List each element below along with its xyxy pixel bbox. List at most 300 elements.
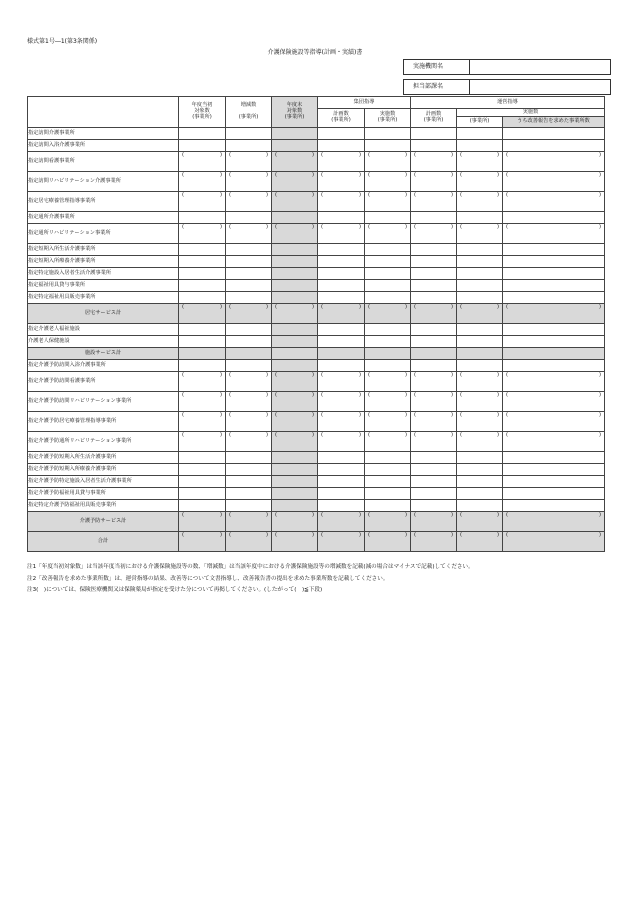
value-cell[interactable] (365, 372, 411, 392)
paren-close: ) (219, 372, 222, 378)
value-cell[interactable] (179, 304, 226, 324)
value-cell[interactable] (272, 140, 318, 152)
paren-close: ) (358, 392, 361, 398)
value-cell[interactable] (365, 476, 411, 488)
value-cell[interactable] (457, 224, 503, 244)
paren-close: ) (598, 392, 601, 398)
value-cell[interactable] (318, 452, 365, 464)
value-cell[interactable] (411, 244, 457, 256)
value-cell[interactable] (503, 512, 605, 532)
value-cell[interactable] (226, 224, 272, 244)
value-cell[interactable] (272, 412, 318, 432)
value-cell[interactable] (365, 212, 411, 224)
value-cell[interactable] (179, 372, 226, 392)
value-cell[interactable] (411, 336, 457, 348)
agency-name-field[interactable] (470, 60, 610, 74)
paren-open: ( (368, 432, 371, 438)
value-cell[interactable] (457, 324, 503, 336)
value-cell[interactable] (457, 172, 503, 192)
value-cell[interactable] (503, 432, 605, 452)
row-label: 指定訪問リハビリテーション介護事業所 (28, 172, 179, 192)
value-cell[interactable] (457, 128, 503, 140)
paren-open: ( (506, 372, 509, 378)
value-cell[interactable] (318, 532, 365, 552)
paren-close: ) (265, 304, 268, 310)
value-cell[interactable] (179, 452, 226, 464)
value-cell[interactable] (272, 476, 318, 488)
value-cell[interactable] (365, 244, 411, 256)
value-cell[interactable] (272, 488, 318, 500)
value-cell[interactable] (365, 280, 411, 292)
value-cell[interactable] (411, 268, 457, 280)
value-cell[interactable] (179, 348, 226, 360)
value-cell[interactable] (365, 512, 411, 532)
value-cell[interactable] (179, 172, 226, 192)
header-year-start: 年度当初 対象数 (事業所) (179, 97, 226, 128)
paren-open: ( (182, 172, 185, 178)
value-cell[interactable] (179, 280, 226, 292)
value-cell[interactable] (503, 324, 605, 336)
value-cell[interactable] (179, 512, 226, 532)
value-cell[interactable] (457, 304, 503, 324)
paren-close: ) (219, 224, 222, 230)
value-cell[interactable] (318, 244, 365, 256)
value-cell[interactable] (503, 140, 605, 152)
value-cell[interactable] (503, 268, 605, 280)
paren-open: ( (229, 392, 232, 398)
paren-open: ( (460, 512, 463, 518)
value-cell[interactable] (503, 224, 605, 244)
paren-close: ) (450, 512, 453, 518)
agency-name-label: 実施機関名 (404, 60, 470, 74)
value-cell[interactable] (503, 360, 605, 372)
value-cell[interactable] (272, 464, 318, 476)
value-cell[interactable] (457, 360, 503, 372)
value-cell[interactable] (411, 172, 457, 192)
value-cell[interactable] (503, 256, 605, 268)
table-row (28, 464, 605, 476)
paren-open: ( (182, 512, 185, 518)
value-cell[interactable] (318, 348, 365, 360)
value-cell[interactable] (457, 256, 503, 268)
value-cell[interactable] (457, 532, 503, 552)
value-cell[interactable] (365, 128, 411, 140)
value-cell[interactable] (226, 432, 272, 452)
paren-open: ( (506, 532, 509, 538)
value-cell[interactable] (503, 128, 605, 140)
value-cell[interactable] (272, 256, 318, 268)
value-cell[interactable] (318, 292, 365, 304)
paren-open: ( (321, 224, 324, 230)
value-cell[interactable] (179, 244, 226, 256)
value-cell[interactable] (411, 128, 457, 140)
paren-close: ) (311, 304, 314, 310)
row-label: 指定訪問介護事業所 (28, 128, 179, 140)
value-cell[interactable] (457, 268, 503, 280)
value-cell[interactable] (226, 452, 272, 464)
paren-open: ( (182, 432, 185, 438)
value-cell[interactable] (318, 512, 365, 532)
value-cell[interactable] (179, 152, 226, 172)
value-cell[interactable] (226, 324, 272, 336)
value-cell[interactable] (318, 304, 365, 324)
value-cell[interactable] (226, 476, 272, 488)
value-cell[interactable] (365, 192, 411, 212)
value-cell[interactable] (179, 292, 226, 304)
paren-close: ) (358, 172, 361, 178)
value-cell[interactable] (457, 412, 503, 432)
value-cell[interactable] (179, 212, 226, 224)
paren-close: ) (219, 512, 222, 518)
row-label: 介護老人保健施設 (28, 336, 179, 348)
value-cell[interactable] (318, 256, 365, 268)
value-cell[interactable] (457, 212, 503, 224)
value-cell[interactable] (318, 500, 365, 512)
header-group-plan: 計画数 (事業所) (318, 109, 365, 128)
value-cell[interactable] (503, 192, 605, 212)
value-cell[interactable] (411, 360, 457, 372)
value-cell[interactable] (457, 372, 503, 392)
value-cell[interactable] (365, 256, 411, 268)
table-row (28, 488, 605, 500)
table-row (28, 412, 605, 432)
value-cell[interactable] (318, 152, 365, 172)
value-cell[interactable] (318, 488, 365, 500)
value-cell[interactable] (503, 412, 605, 432)
value-cell[interactable] (411, 512, 457, 532)
value-cell[interactable] (411, 140, 457, 152)
value-cell[interactable] (226, 140, 272, 152)
value-cell[interactable] (272, 280, 318, 292)
value-cell[interactable] (365, 432, 411, 452)
value-cell[interactable] (226, 128, 272, 140)
table-row (28, 268, 605, 280)
value-cell[interactable] (318, 372, 365, 392)
paren-open: ( (414, 432, 417, 438)
value-cell[interactable] (411, 392, 457, 412)
paren-open: ( (414, 372, 417, 378)
value-cell[interactable] (411, 152, 457, 172)
value-cell[interactable] (272, 432, 318, 452)
value-cell[interactable] (457, 140, 503, 152)
value-cell[interactable] (226, 268, 272, 280)
table-row (28, 336, 605, 348)
value-cell[interactable] (226, 488, 272, 500)
value-cell[interactable] (411, 500, 457, 512)
value-cell[interactable] (179, 324, 226, 336)
value-cell[interactable] (226, 212, 272, 224)
value-cell[interactable] (179, 392, 226, 412)
value-cell[interactable] (365, 360, 411, 372)
value-cell[interactable] (179, 488, 226, 500)
value-cell[interactable] (272, 224, 318, 244)
value-cell[interactable] (226, 500, 272, 512)
value-cell[interactable] (457, 452, 503, 464)
table-row (28, 152, 605, 172)
value-cell[interactable] (179, 140, 226, 152)
value-cell[interactable] (179, 500, 226, 512)
value-cell[interactable] (365, 348, 411, 360)
paren-close: ) (311, 532, 314, 538)
value-cell[interactable] (457, 336, 503, 348)
value-cell[interactable] (457, 280, 503, 292)
value-cell[interactable] (457, 192, 503, 212)
row-label: 指定居宅療養管理指導事業所 (28, 192, 179, 212)
value-cell[interactable] (226, 292, 272, 304)
value-cell[interactable] (226, 392, 272, 412)
paren-open: ( (275, 304, 278, 310)
value-cell[interactable] (318, 140, 365, 152)
value-cell[interactable] (365, 152, 411, 172)
value-cell[interactable] (272, 172, 318, 192)
paren-open: ( (275, 172, 278, 178)
value-cell[interactable] (457, 152, 503, 172)
table-row (28, 392, 605, 412)
value-cell[interactable] (272, 336, 318, 348)
value-cell[interactable] (318, 280, 365, 292)
value-cell[interactable] (179, 336, 226, 348)
value-cell[interactable] (503, 452, 605, 464)
paren-close: ) (404, 532, 407, 538)
value-cell[interactable] (272, 500, 318, 512)
value-cell[interactable] (457, 488, 503, 500)
value-cell[interactable] (272, 360, 318, 372)
value-cell[interactable] (226, 304, 272, 324)
value-cell[interactable] (503, 372, 605, 392)
value-cell[interactable] (411, 452, 457, 464)
value-cell[interactable] (318, 412, 365, 432)
value-cell[interactable] (365, 140, 411, 152)
paren-close: ) (598, 224, 601, 230)
table-row (28, 256, 605, 268)
value-cell[interactable] (318, 212, 365, 224)
value-cell[interactable] (272, 268, 318, 280)
table-row (28, 532, 605, 552)
paren-close: ) (598, 172, 601, 178)
value-cell[interactable] (503, 304, 605, 324)
value-cell[interactable] (318, 268, 365, 280)
paren-open: ( (506, 392, 509, 398)
paren-open: ( (275, 412, 278, 418)
row-label: 指定訪問看護事業所 (28, 152, 179, 172)
value-cell[interactable] (179, 128, 226, 140)
header-year-end: 年度末 対象数 (事業所) (272, 97, 318, 128)
table-row (28, 372, 605, 392)
value-cell[interactable] (503, 532, 605, 552)
value-cell[interactable] (365, 500, 411, 512)
row-label: 指定介護予防福祉用具貸与事業所 (28, 488, 179, 500)
row-label: 指定介護予防訪問看護事業所 (28, 372, 179, 392)
value-cell[interactable] (179, 464, 226, 476)
value-cell[interactable] (365, 336, 411, 348)
value-cell[interactable] (226, 512, 272, 532)
value-cell[interactable] (272, 392, 318, 412)
paren-open: ( (182, 412, 185, 418)
value-cell[interactable] (179, 268, 226, 280)
value-cell[interactable] (272, 324, 318, 336)
paren-open: ( (275, 372, 278, 378)
value-cell[interactable] (365, 292, 411, 304)
paren-open: ( (414, 172, 417, 178)
value-cell[interactable] (272, 212, 318, 224)
paren-close: ) (450, 192, 453, 198)
value-cell[interactable] (272, 372, 318, 392)
value-cell[interactable] (503, 488, 605, 500)
value-cell[interactable] (411, 212, 457, 224)
value-cell[interactable] (457, 392, 503, 412)
paren-open: ( (229, 512, 232, 518)
value-cell[interactable] (318, 128, 365, 140)
value-cell[interactable] (226, 280, 272, 292)
value-cell[interactable] (503, 392, 605, 412)
value-cell[interactable] (226, 372, 272, 392)
value-cell[interactable] (365, 224, 411, 244)
paren-close: ) (450, 432, 453, 438)
paren-open: ( (368, 192, 371, 198)
value-cell[interactable] (318, 464, 365, 476)
value-cell[interactable] (272, 532, 318, 552)
value-cell[interactable] (318, 360, 365, 372)
value-cell[interactable] (411, 256, 457, 268)
value-cell[interactable] (226, 172, 272, 192)
paren-close: ) (496, 172, 499, 178)
value-cell[interactable] (411, 348, 457, 360)
row-label: 指定介護予防訪問入浴介護事業所 (28, 360, 179, 372)
value-cell[interactable] (179, 224, 226, 244)
value-cell[interactable] (226, 256, 272, 268)
paren-open: ( (229, 432, 232, 438)
value-cell[interactable] (272, 152, 318, 172)
paren-open: ( (460, 304, 463, 310)
value-cell[interactable] (365, 268, 411, 280)
value-cell[interactable] (318, 392, 365, 412)
value-cell[interactable] (365, 324, 411, 336)
value-cell[interactable] (457, 500, 503, 512)
value-cell[interactable] (365, 452, 411, 464)
value-cell[interactable] (411, 224, 457, 244)
value-cell[interactable] (503, 152, 605, 172)
value-cell[interactable] (503, 348, 605, 360)
value-cell[interactable] (272, 512, 318, 532)
paren-open: ( (506, 152, 509, 158)
value-cell[interactable] (226, 348, 272, 360)
value-cell[interactable] (365, 172, 411, 192)
value-cell[interactable] (226, 192, 272, 212)
value-cell[interactable] (457, 476, 503, 488)
value-cell[interactable] (318, 172, 365, 192)
value-cell[interactable] (179, 360, 226, 372)
value-cell[interactable] (179, 256, 226, 268)
table-row (28, 128, 605, 140)
value-cell[interactable] (226, 464, 272, 476)
paren-close: ) (404, 304, 407, 310)
value-cell[interactable] (411, 432, 457, 452)
paren-close: ) (219, 192, 222, 198)
value-cell[interactable] (318, 192, 365, 212)
value-cell[interactable] (503, 464, 605, 476)
value-cell[interactable] (411, 304, 457, 324)
value-cell[interactable] (411, 464, 457, 476)
value-cell[interactable] (457, 432, 503, 452)
value-cell[interactable] (503, 244, 605, 256)
value-cell[interactable] (226, 532, 272, 552)
row-label: 指定特定福祉用具販売事業所 (28, 292, 179, 304)
value-cell[interactable] (503, 292, 605, 304)
value-cell[interactable] (365, 304, 411, 324)
value-cell[interactable] (503, 336, 605, 348)
value-cell[interactable] (272, 244, 318, 256)
value-cell[interactable] (411, 532, 457, 552)
value-cell[interactable] (226, 360, 272, 372)
paren-close: ) (404, 224, 407, 230)
value-cell[interactable] (365, 464, 411, 476)
value-cell[interactable] (411, 412, 457, 432)
value-cell[interactable] (411, 488, 457, 500)
value-cell[interactable] (179, 476, 226, 488)
value-cell[interactable] (503, 212, 605, 224)
value-cell[interactable] (272, 292, 318, 304)
value-cell[interactable] (179, 412, 226, 432)
value-cell[interactable] (503, 500, 605, 512)
value-cell[interactable] (179, 432, 226, 452)
value-cell[interactable] (226, 244, 272, 256)
table-row (28, 324, 605, 336)
value-cell[interactable] (457, 244, 503, 256)
paren-close: ) (311, 172, 314, 178)
paren-close: ) (358, 372, 361, 378)
value-cell[interactable] (365, 532, 411, 552)
value-cell[interactable] (411, 192, 457, 212)
value-cell[interactable] (457, 512, 503, 532)
value-cell[interactable] (318, 324, 365, 336)
value-cell[interactable] (272, 128, 318, 140)
value-cell[interactable] (226, 336, 272, 348)
paren-close: ) (219, 172, 222, 178)
paren-open: ( (460, 192, 463, 198)
value-cell[interactable] (318, 224, 365, 244)
paren-close: ) (265, 412, 268, 418)
value-cell[interactable] (226, 152, 272, 172)
header-op-actual-unit: (事業所) (457, 117, 503, 128)
value-cell[interactable] (318, 476, 365, 488)
value-cell[interactable] (411, 324, 457, 336)
value-cell[interactable] (179, 192, 226, 212)
value-cell[interactable] (365, 412, 411, 432)
value-cell[interactable] (272, 192, 318, 212)
paren-open: ( (275, 432, 278, 438)
value-cell[interactable] (318, 432, 365, 452)
department-field[interactable] (470, 80, 610, 94)
value-cell[interactable] (411, 476, 457, 488)
value-cell[interactable] (365, 488, 411, 500)
value-cell[interactable] (272, 452, 318, 464)
value-cell[interactable] (503, 172, 605, 192)
value-cell[interactable] (318, 336, 365, 348)
value-cell[interactable] (411, 280, 457, 292)
value-cell[interactable] (457, 292, 503, 304)
value-cell[interactable] (457, 464, 503, 476)
value-cell[interactable] (272, 348, 318, 360)
value-cell[interactable] (411, 292, 457, 304)
value-cell[interactable] (411, 372, 457, 392)
value-cell[interactable] (179, 532, 226, 552)
value-cell[interactable] (503, 476, 605, 488)
value-cell[interactable] (457, 348, 503, 360)
value-cell[interactable] (503, 280, 605, 292)
value-cell[interactable] (226, 412, 272, 432)
value-cell[interactable] (272, 304, 318, 324)
value-cell[interactable] (365, 392, 411, 412)
